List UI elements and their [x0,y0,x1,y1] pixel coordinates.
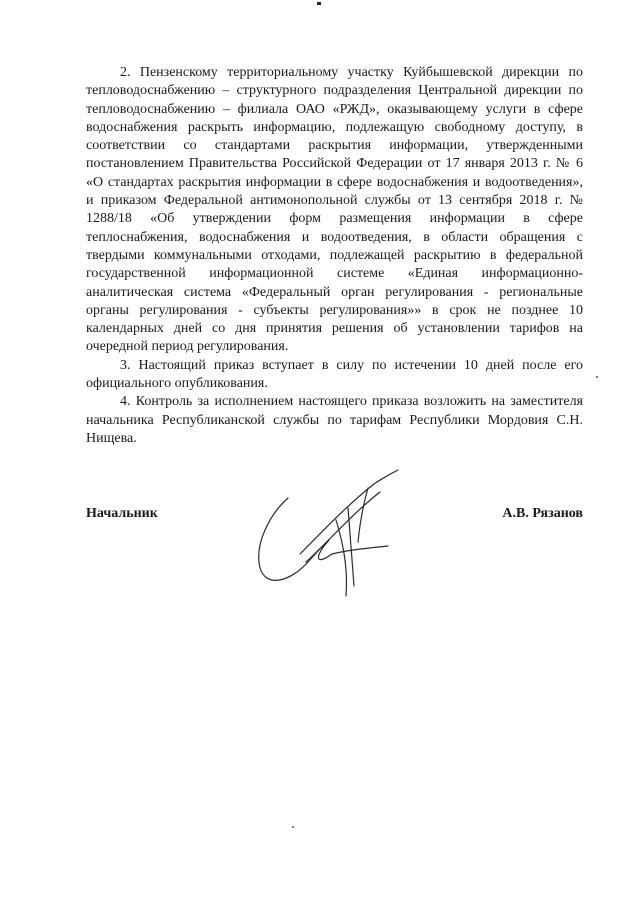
paragraph-3: 3. Настоящий приказ вступает в силу по истечении 10 дней после его официального опубликования. [86,357,583,392]
page-top-mark [317,2,321,5]
signatory-name: А.В. Рязанов [502,506,583,521]
stray-dot [596,376,598,378]
signatory-title: Начальник [86,506,158,521]
stray-dot [292,826,294,828]
handwritten-signature [248,462,408,602]
paragraph-4: 4. Контроль за исполнением настоящего приказа возложить на заместителя начальника Республиканской службы по тарифам Республики Мордовия С.Н. Нищева. [86,394,583,446]
paragraph-2: 2. Пензенскому территориальному участку Куйбышевской дирекции по тепловодоснабжению – структурного подразделения Центральной дирекции по тепловодоснабжению – филиала ОАО «РЖД», оказывающему услуги в сфере водоснабжения раскрыть информацию, подлежащую свободному доступу, в соответствии со стандартами раскрытия информации, утвержденными постановлением Правительства Российской Федерации от 17 января 2013 г. № 6 «О стандартах раскрытия информации в сфере водоснабжения и водоотведения», и приказом Федеральной антимонопольной службы от 13 сентября 2018 г. № 1288/18 «Об утверждении форм размещения информации в сфере теплоснабжения, водоснабжения и водоотведения, в области обращения с твердыми коммунальными отходами, подлежащей раскрытию в федеральной государственной информационной системе «Единая информационно-аналитическая система «Федеральный орган регулирования - региональные органы регулирования - субъекты регулирования»» в срок не позднее 10 календарных дней со дня принятия решения об установлении тарифов на очередной период регулирования. [86,65,583,355]
document-body [86,64,583,448]
